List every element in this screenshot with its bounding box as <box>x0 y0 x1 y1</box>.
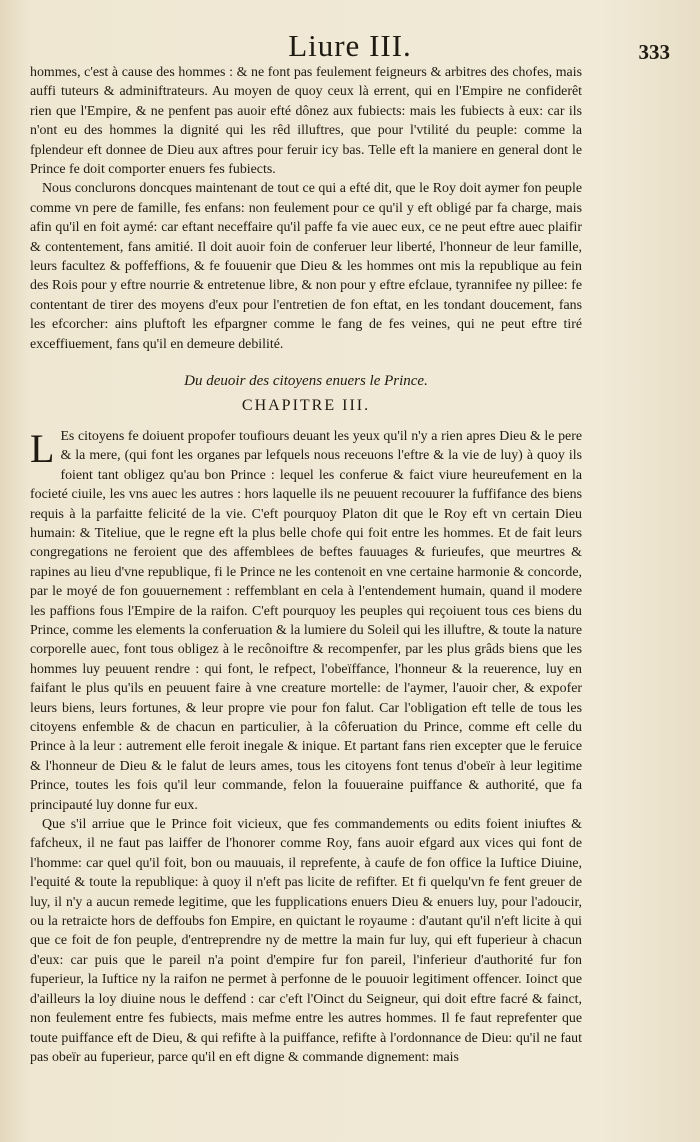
drop-cap-letter: L <box>30 425 55 471</box>
chapter-heading: CHAPITRE III. <box>241 396 371 414</box>
page-number: 333 <box>638 40 670 64</box>
body-text <box>30 63 582 1067</box>
paragraph: hommes, c'est à cause des hommes : & ne font pas feulement feigneurs & arbitres des chofes, mais auffi tuteurs & adminiftrateurs. Au moyen de quoy ceux là errent, qui en l'Empire ne confiderêt rien que l'Empire, & ne penfent pas auoir efté dônez aux fubiects: mais les fubiects à eux: car ils n'ont eu des hommes la dignité qui les rêd illuftres, que pour l'vtilité du peuple: comme la fplendeur eft donnee de Dieu aux aftres pour feruir icy bas. Telle eft la maniere en general dont le Prince fe doit comporter enuers fes fubiects. <box>30 65 582 178</box>
book-title: Liure III. <box>288 28 412 63</box>
running-head <box>0 26 700 66</box>
paragraph: Que s'il arriue que le Prince foit vicieux, que fes commandements ou edits foient iniuftes & fafcheux, il ne faut pas laiffer de l'honorer comme Roy, fans auoir efgard aux vices qui font de l'homme: car quel qu'il foit, bon ou mauuais, il reprefente, à caufe de fon office la Iuftice Diuine, l'equité & toute la republique: à quoy il n'eft pas licite de refifter. Et fi quelqu'vn fe fent greuer de luy, il n'y a aucun remede legitime, que les fupplications enuers Dieu & enuers luy, pour l'adoucir, ou la retraicte hors de deffoubs fon Empire, en quictant le royaume : d'autant qu'il n'eft licite à qui que ce foit de fon peuple, d'entreprendre ny de mettre la main fur luy, qui eft fuperieur à chacun d'eux: car puis que le pareil n'a point d'empire fur fon pareil, l'inferieur d'authorité fur fon fuperieur, la Iuftice ny la raifon ne permet à perfonne de le pouuoir legitiment offencer. Ioinct que d'ailleurs la loy diuine nous le deffend : car c'eft l'Oinct du Seigneur, qui doit eftre facré & fainct, non feulement entre fes fubiects, mais mefme entre les autres hommes. Il fe faut reprefenter que toute puiffance eft de Dieu, & qui refifte à la puiffance, refifte à l'ordonnance de Dieu: qu'il ne faut pas obeïr au fuperieur, parce qu'il en eft digne & commande dignement: mais <box>30 817 582 1065</box>
paragraph: Nous conclurons doncques maintenant de tout ce qui a efté dit, que le Roy doit aymer fon peuple comme vn pere de famille, fes enfans: non feulement pour ce qu'il y eft obligé par fa charge, mais afin qu'il en foit aymé: car eftant neceffaire qu'il paffe fa vie auec eux, ce ne peut eftre auec plaifir & contentement, fans amitié. Il doit auoir foin de conferuer leur liberté, l'honneur de leur famille, leurs facultez & poffeffions, & fe fouuenir que Dieu & les hommes ont mis la republique au fein des Rois pour y eftre nourrie & entretenue libre, & non pour y eftre efclaue, tyrannifee ny pillee: fe contentant de tirer des moyens d'eux pour l'entretien de fon eftat, en les tondant doucement, fans les efcorcher: ains pluftoft les efpargner comme le fang de fes veines, qui ne peut eftre tiré exceffiuement, fans qu'il en demeure debilité. <box>30 181 582 352</box>
chapter-opening-paragraph <box>30 427 582 815</box>
section-heading: Du deuoir des citoyens enuers le Prince. <box>184 373 428 390</box>
paragraph-text: Es citoyens fe doiuent propofer toufiours deuant les yeux qu'il n'y a rien apres Dieu & le pere & la mere, (qui font les organes par lefquels nous receuons l'eftre & la vie de luy) à quoy ils foient tant obligez qu'au bon Prince : lequel les conferue & faict viure heureufement en la focieté ciuile, les vns auec les autres : hors laquelle ils ne peuuent recouurer la fuffifance des biens requis à la parfaitte felicité de la vie. C'eft pourquoy Platon dit que le Roy eft vn certain Dieu humain: & Titeliue, que le regne eft la plus belle chofe qui foit entre les hommes. Et de fait leurs congregations ne feroient que des affemblees de beftes fauuages & furieufes, que meurtres & rapines au lieu d'vne republique, fi le Prince ne les contenoit en vne certaine harmonie & concorde, par le moyé de fon gouuernement : reffemblant en cela à l'entendement humain, quand il modere les paffions fous l'Empire de la raifon. C'eft pourquoy les peuples qui reçoiuent tous ces biens du Prince, comme les elements la conferuation & la lumiere du Soleil qui les illuftre, & toute la nature corporelle auec, font tous obligez à le recônoiftre & recompenfer, par les plus grâds biens que les hommes luy peuuent rendre : qui font, le refpect, l'obeïffance, l'honneur & la reuerence, luy en faifant le plus qu'ils en peuuent faire à vne creature mortelle: de l'aymer, l'auoir cher, & expofer leurs biens, leurs fortunes, & leur propre vie pour fon falut. Car l'obligation eft telle de tous les citoyens enfemble & de chacun en particulier, à la côferuation du Prince, comme eft celle du Prince à la leur : autrement elle feroit inegale & inique. Et partant fans rien excepter que le feruice & l'honneur de Dieu & le falut de leurs ames, tous les citoyens font tenus d'obeïr à leur legitime Prince, toutes les fois qu'il leur commande, felon la fouueraine puiffance & authorité, que fa principauté luy donne fur eux. <box>30 428 582 813</box>
